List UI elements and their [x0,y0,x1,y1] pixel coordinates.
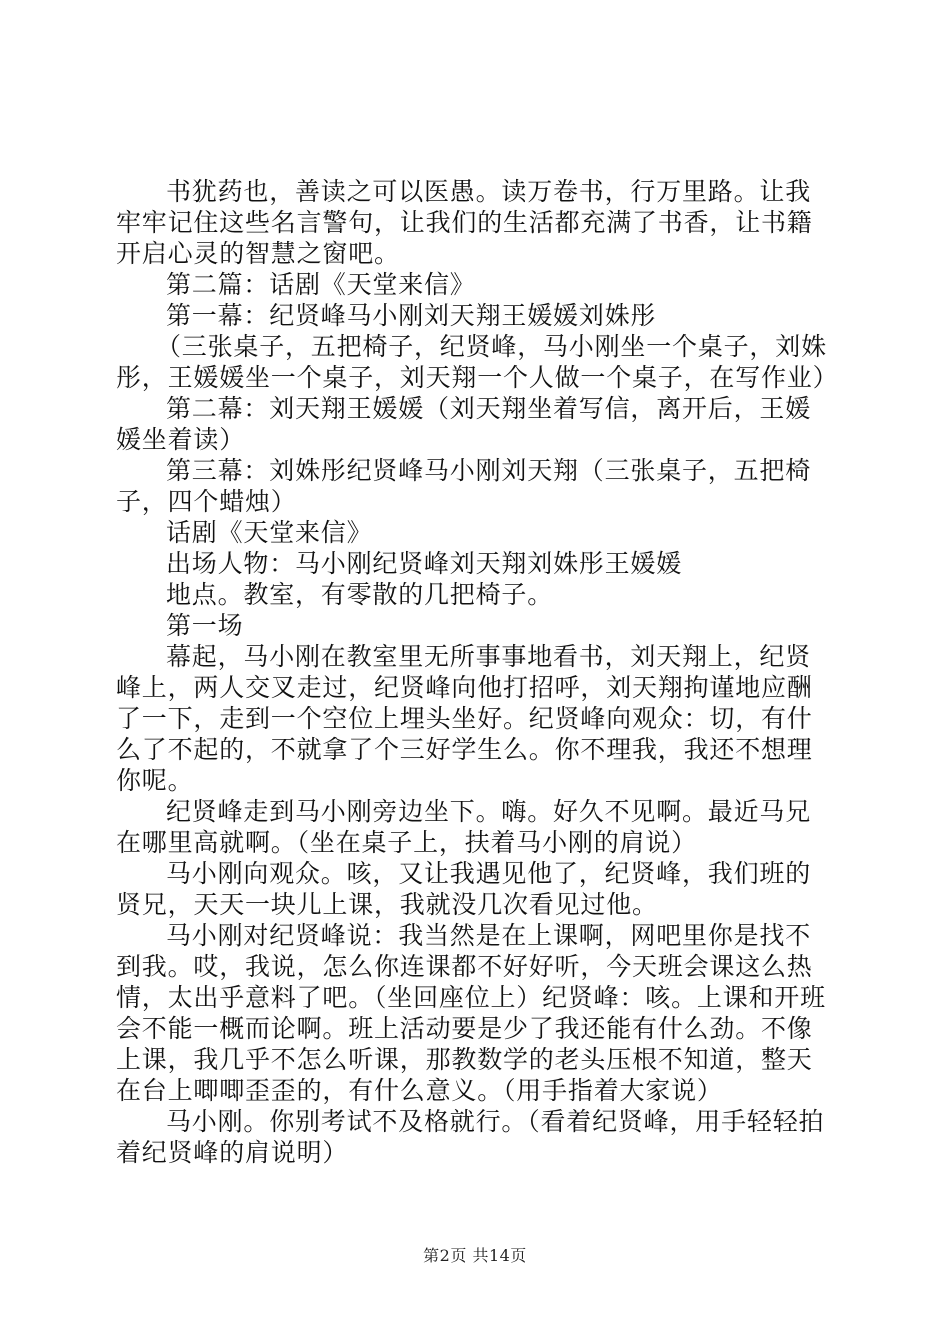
page-number-footer: 第2页 共14页 [423,1246,527,1265]
scene-paragraph: 马小刚。你别考试不及格就行。（看着纪贤峰，用手轻轻拍着纪贤峰的肩说明） [116,1107,825,1167]
section-title: 第二篇：话剧《天堂来信》 [166,270,476,299]
scene-paragraph: 纪贤峰走到马小刚旁边坐下。嗨。好久不见啊。最近马兄在哪里高就啊。（坐在桌子上，扶着马小刚的肩说） [116,797,812,857]
cast-list: 出场人物：马小刚纪贤峰刘天翔刘姝彤王媛媛 [166,549,683,578]
act-one-stage-direction: （三张桌子，五把椅子，纪贤峰，马小刚坐一个桌子，刘姝彤，王媛媛坐一个桌子，刘天翔一个人做一个桌子，在写作业） [116,332,839,392]
scene-one-heading: 第一场 [166,611,244,640]
paragraph-closing-remark: 书犹药也，善读之可以医愚。读万卷书，行万里路。让我牢牢记住这些名言警句，让我们的生活都充满了书香，让书籍开启心灵的智慧之窗吧。 [116,177,813,268]
scene-paragraph: 幕起，马小刚在教室里无所事事地看书，刘天翔上，纪贤峰上，两人交叉走过，纪贤峰向他打招呼，刘天翔拘谨地应酬了一下，走到一个空位上埋头坐好。纪贤峰向观众：切，有什么了不起的，不就拿了个三好学生么。你不理我，我还不想理你呢。 [116,642,813,795]
act-two-heading: 第二幕：刘天翔王媛媛（刘天翔坐着写信，离开后，王媛媛坐着读） [116,394,812,454]
scene-paragraph: 马小刚对纪贤峰说：我当然是在上课啊，网吧里你是找不到我。哎，我说，怎么你连课都不好好听，今天班会课这么热情，太出乎意料了吧。（坐回座位上）纪贤峰：咳。上课和开班会不能一概而论啊。班上活动要是少了我还能有什么劲。不像上课，我几乎不怎么听课，那教数学的老头压根不知道，整天在台上唧唧歪歪的，有什么意义。（用手指着大家说） [116,921,826,1105]
document-body [116,176,839,1168]
setting-location: 地点。教室，有零散的几把椅子。 [166,580,554,609]
act-three-heading: 第三幕：刘姝彤纪贤峰马小刚刘天翔（三张桌子，五把椅子，四个蜡烛） [116,456,812,516]
act-one-heading: 第一幕：纪贤峰马小刚刘天翔王媛媛刘姝彤 [166,301,657,330]
scene-paragraph: 马小刚向观众。咳，又让我遇见他了，纪贤峰，我们班的贤兄，天天一块儿上课，我就没几次看见过他。 [116,859,812,919]
play-title: 话剧《天堂来信》 [166,518,373,547]
